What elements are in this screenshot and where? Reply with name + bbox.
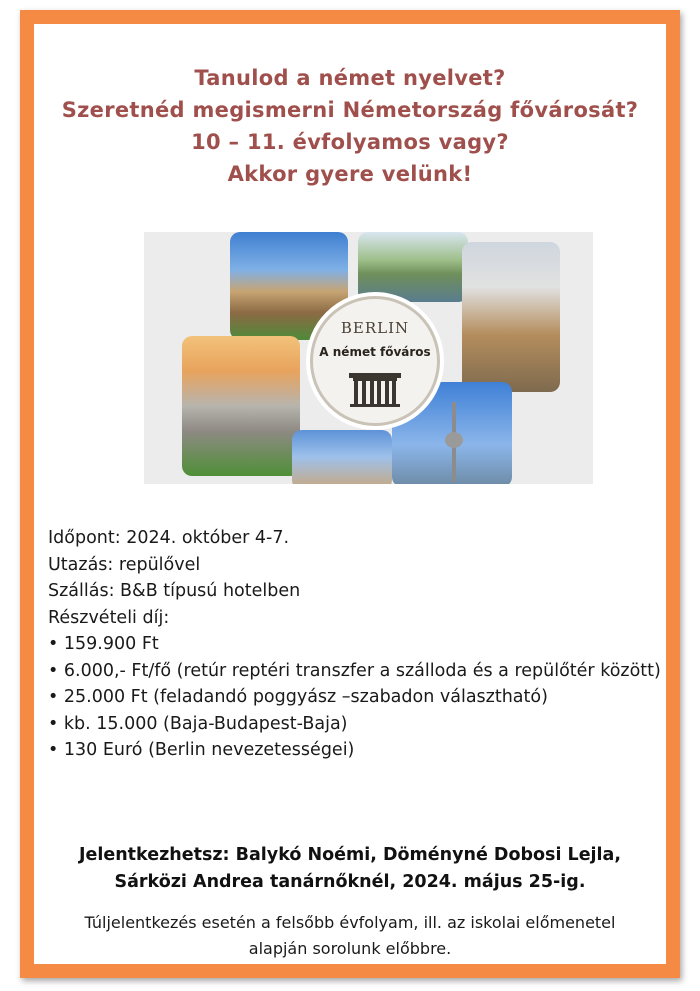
trip-travel: Utazás: repülővel [48, 554, 201, 575]
trip-details [48, 525, 668, 764]
berlin-photo-collage [144, 232, 593, 484]
fee-item: • 25.000 Ft (feladandó poggyász –szabadon választható) [48, 687, 548, 707]
fee-item: • kb. 15.000 (Baja-Budapest-Baja) [48, 713, 348, 734]
badge-title: BERLIN [340, 319, 410, 337]
badge-subtitle: A német főváros [319, 345, 431, 359]
trip-date: Időpont: 2024. október 4-7. [48, 528, 290, 548]
photo-city-rooftops [292, 430, 392, 484]
trip-lodging: Szállás: B&B típusú hotelben [48, 581, 301, 601]
headline [0, 62, 700, 190]
fee-item: • 130 Euró (Berlin nevezetességei) [48, 740, 355, 760]
note-line-2: alapján sorolunk előbbre. [248, 939, 452, 958]
berlin-badge [310, 296, 440, 426]
brandenburg-gate-icon [347, 371, 403, 407]
headline-line-3: 10 – 11. évfolyamos vagy? [191, 130, 509, 154]
photo-checkpoint-charlie [462, 242, 560, 392]
contact-line-2: Sárközi Andrea tanárnőknél, 2024. május 25-ig. [114, 872, 586, 892]
headline-line-4: Akkor gyere velünk! [227, 162, 473, 186]
fee-item: • 6.000,- Ft/fő (retúr reptéri transzfer a szálloda és a repülőtér között) [48, 660, 661, 681]
tv-tower-sphere-icon [445, 432, 463, 448]
headline-line-2: Szeretnéd megismerni Németország fővárosát? [61, 98, 639, 122]
photo-river-boat [358, 232, 468, 302]
contact-info [0, 842, 700, 896]
headline-line-1: Tanulod a német nyelvet? [194, 66, 506, 90]
note-line-1: Túljelentkezés esetén a felsőbb évfolyam, ill. az iskolai előmenetel [84, 913, 616, 932]
photo-reichstag [182, 336, 300, 476]
fee-item: • 159.900 Ft [48, 634, 159, 654]
oversubscription-note [0, 910, 700, 962]
contact-line-1: Jelentkezhetsz: Balykó Noémi, Döményné Dobosi Lejla, [78, 845, 622, 865]
fee-label: Részvételi díj: [48, 607, 170, 628]
